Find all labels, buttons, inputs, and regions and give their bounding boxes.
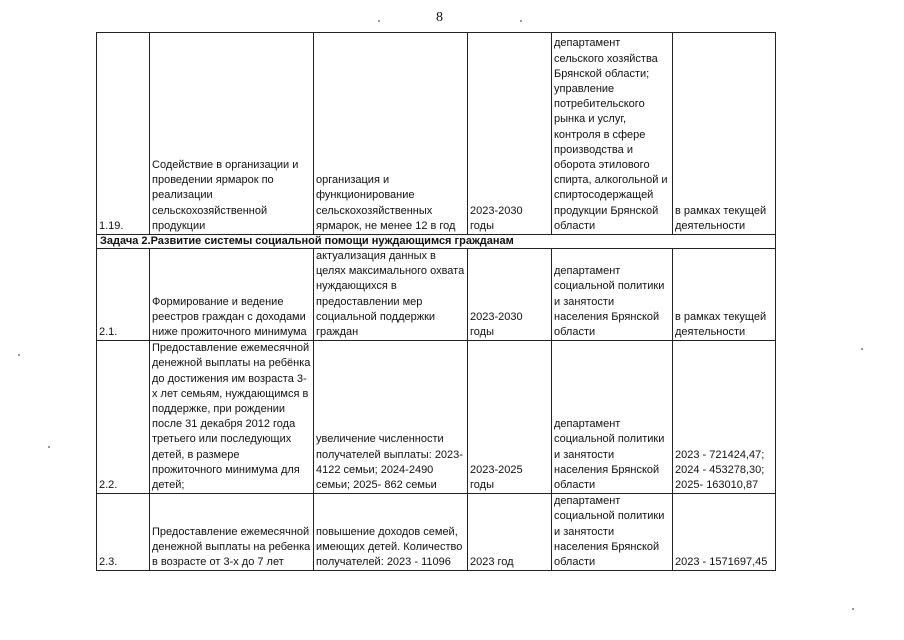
row-number: 2.3. <box>97 494 150 571</box>
table-row <box>97 33 776 235</box>
measures-table <box>96 32 776 571</box>
period-cell: 2023 год <box>468 494 552 571</box>
funding-cell: в рамках текущей деятельности <box>673 33 776 235</box>
result-cell: организация и функционирование сельскохозяйственных ярмарок, не менее 12 в год <box>314 33 468 235</box>
period-cell: 2023-2030 годы <box>468 33 552 235</box>
task-2-heading: Задача 2.Развитие системы социальной помощи нуждающимся гражданам <box>97 235 776 249</box>
event-cell: Предоставление ежемесячной денежной выплаты на ребенка в возрасте от 3-х до 7 лет <box>150 494 314 571</box>
row-number: 2.2. <box>97 341 150 494</box>
result-cell: актуализация данных в целях максимального охвата нуждающихся в предоставлении мер социальной поддержки граждан <box>314 249 468 341</box>
scan-speck <box>48 446 50 448</box>
scan-speck <box>18 354 20 356</box>
table-row <box>97 249 776 341</box>
scan-speck <box>852 608 854 610</box>
page-number: 8 <box>436 10 443 25</box>
executor-cell: департамент социальной политики и занятости населения Брянской области <box>552 341 673 494</box>
funding-cell: 2023 - 1571697,45 <box>673 494 776 571</box>
table-row <box>97 494 776 571</box>
executor-cell: департамент социальной политики и занятости населения Брянской области <box>552 249 673 341</box>
task-heading-row <box>97 235 776 249</box>
scan-speck <box>520 20 522 22</box>
scan-speck <box>378 20 380 22</box>
event-cell: Формирование и ведение реестров граждан с доходами ниже прожиточного минимума <box>150 249 314 341</box>
executor-cell: департамент сельского хозяйства Брянской области; управление потребительского рынка и услуг, контроля в сфере производства и оборота этилового спирта, алкогольной и спиртосодержащей продукции Брянской области <box>552 33 673 235</box>
executor-cell: департамент социальной политики и занятости населения Брянской области <box>552 494 673 571</box>
row-number: 1.19. <box>97 33 150 235</box>
table-row <box>97 341 776 494</box>
result-cell: повышение доходов семей, имеющих детей. Количество получателей: 2023 - 11096 <box>314 494 468 571</box>
period-cell: 2023-2025 годы <box>468 341 552 494</box>
scan-speck <box>861 348 863 350</box>
funding-cell: 2023 - 721424,47; 2024 - 453278,30; 2025- 163010,87 <box>673 341 776 494</box>
event-cell: Предоставление ежемесячной денежной выплаты на ребёнка до достижения им возраста 3-х лет семьям, нуждающимся в поддержке, при рождении после 31 декабря 2012 года третьего или последующих детей, в размере прожиточного минимума для детей; <box>150 341 314 494</box>
event-cell: Содействие в организации и проведении ярмарок по реализации сельскохозяйственной продукции <box>150 33 314 235</box>
funding-cell: в рамках текущей деятельности <box>673 249 776 341</box>
row-number: 2.1. <box>97 249 150 341</box>
period-cell: 2023-2030 годы <box>468 249 552 341</box>
result-cell: увеличение численности получателей выплаты: 2023-4122 семьи; 2024-2490 семьи; 2025- 862 семьи <box>314 341 468 494</box>
